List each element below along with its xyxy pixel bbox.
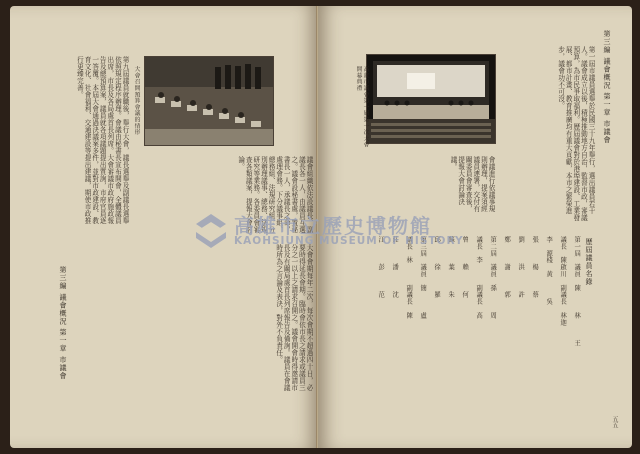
member-list-col-2: 議長 陳啟川 副議長 林迦	[559, 236, 567, 326]
right-body-top: 第一屆市議員選舉於民國三十九年舉行，選出議員若干人。議會成立以後，積極推動地方自治，監督市政，審議預算，為市民爭取福利。歷屆議會對於港埠建設、工業發展、都市計畫、教育推廣均有重大貢獻，本市之繁榮進步，議會功不可沒。	[556, 46, 595, 221]
member-list-col-9: 曾 賴 何	[461, 236, 469, 299]
watermark-title: 高雄市立歷史博物館	[234, 214, 432, 238]
member-list-col-6: 鄭 謝 郭	[503, 236, 511, 299]
museum-logo-icon	[192, 212, 230, 250]
member-list-title: 歷屆議員名錄	[585, 238, 593, 286]
member-list-col-5: 劉 洪 許	[517, 236, 525, 299]
right-body-middle: 會議進行依議事規則辦理，提案須經議員連署，交付有關委員會審查後，提報大會討論決議。	[449, 156, 495, 212]
member-list-col-12: 第三屆 議員 簡 盧	[419, 236, 427, 319]
right-photo	[366, 54, 496, 144]
right-photo-caption: 高雄市議會第一屆第一次大會開幕典禮	[355, 66, 368, 148]
page-number: 五五	[611, 416, 618, 428]
left-photo	[144, 56, 274, 146]
left-running-head: 第三編 議會概況 第一章 市議會	[59, 266, 67, 380]
member-list-col-13: 議長 林 副議長 陳	[405, 236, 413, 319]
member-list-col-7: 第二屆 議員 孫 周	[489, 236, 497, 319]
museum-watermark	[192, 208, 464, 254]
member-list-col-15: 江 彭 范	[377, 236, 385, 299]
left-photo-caption: 大會召開預算會議的情形	[133, 66, 139, 136]
watermark-subtitle: KAOHSIUNG MUSEUM OF HISTORY	[234, 235, 464, 247]
member-list-col-11: 邱 徐 羅	[433, 236, 441, 299]
member-list-col-14: 莊 潘 沈	[391, 236, 399, 299]
member-list-col-3: 李 源棧 黃 吳	[545, 236, 553, 305]
member-list-col-8: 議長 李 副議長 高	[475, 236, 483, 319]
member-list-col-4: 張 楊 蔡	[531, 236, 539, 299]
left-body-bottom: 大會會期每年二次，每次會期不超過四十日，必要時得延長會期。臨時會依市長之請求或議員三分之一以上之請求召開之。議會開會時得邀請市長及有關局處首長列席報告及備詢。議員在會議時所為之言論及表決，對外不負責任。	[274, 244, 313, 391]
member-list-col-10: 蘇 葉 朱	[447, 236, 455, 299]
left-body-top: 第九屆議員就職後，舉行大會，議長選舉及副議長選舉依照規定程序辦理。會議由秘書長宣布開會，全體議員出席，市長及各局處首長列席。大會審議市政府施政報告及總預算案，議員就各項議題提出質詢，市府官員逐一答覆。本屆大會通過決議案多件，並對市政建設、教育文化、社會福利、交通建設等提出建議，期使市政推行更臻完善。	[75, 56, 129, 224]
member-list-col-1: 第一屆 議員 陳 林 王	[573, 236, 581, 347]
right-running-head: 第三編 議會概況 第一章 市議會	[603, 30, 611, 144]
left-body-middle: 議會組織依法設議長、副議長各一人，由議員互選之。議會設秘書處，置秘書長一人，承議長之命，處理會務。下分議事組、總務組、法規研究組，分別辦理議事、總務、法規研究等業務。各委員會審查各類議案，提報大會討論。	[236, 156, 313, 233]
